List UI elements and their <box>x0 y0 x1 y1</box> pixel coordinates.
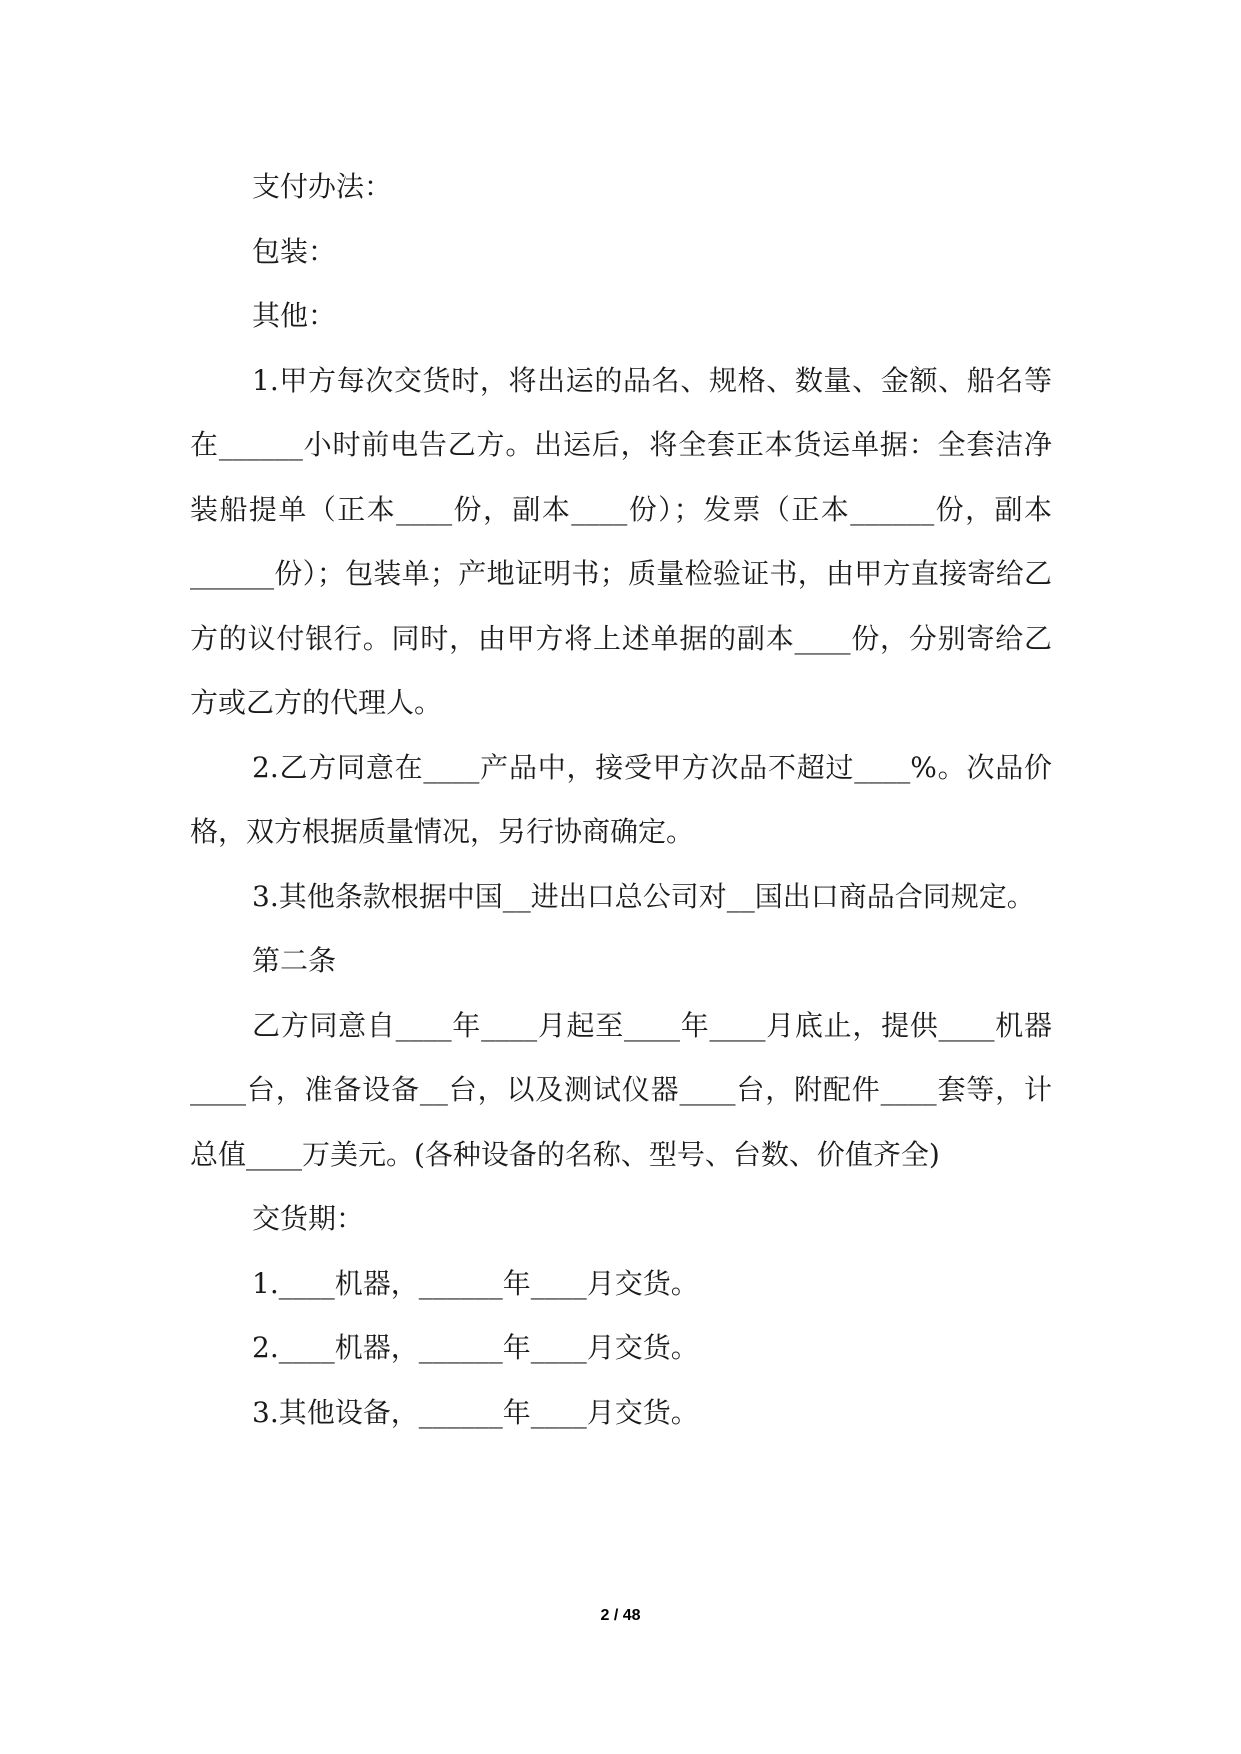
clause-3-other-terms: 3.其他条款根据中国__进出口总公司对__国出口商品合同规定。 <box>252 879 1035 913</box>
clause-1-shipping-documents: 1.甲方每次交货时，将出运的品名、规格、数量、金额、船名等在______小时前电告乙方。出运后，将全套正本货运单据：全套洁净装船提单（正本____份，副本____份）；发票（正本______份，副本______份）；包装单；产地证明书；质量检验证书，由甲方直接寄给乙方的议付银行。同时，由甲方将上述单据的副本____份，分别寄给乙方或乙方的代理人。 <box>190 363 1052 719</box>
clause-2-defective-goods: 2.乙方同意在____产品中，接受甲方次品不超过____%。次品价格，双方根据质量情况，另行协商确定。 <box>190 750 1052 848</box>
delivery-period-heading: 交货期： <box>252 1202 365 1235</box>
delivery-item-3: 3.其他设备，______年____月交货。 <box>252 1395 699 1429</box>
delivery-item-1: 1.____机器，______年____月交货。 <box>252 1266 699 1300</box>
article-2-supply-terms: 乙方同意自____年____月起至____年____月底止，提供____机器____台，准备设备__台，以及测试仪器____台，附配件____套等，计总值____万美元。(各种设备的名称、型号、台数、价值齐全) <box>190 1008 1052 1171</box>
paragraph-payment-method: 支付办法： <box>252 170 393 203</box>
document-body <box>190 155 1052 1445</box>
page-number: 2 / 48 <box>600 1607 641 1624</box>
paragraph-other: 其他： <box>252 299 337 332</box>
paragraph-packaging: 包装： <box>252 234 337 268</box>
delivery-item-2: 2.____机器，______年____月交货。 <box>252 1331 699 1364</box>
article-2-heading: 第二条 <box>252 944 337 977</box>
